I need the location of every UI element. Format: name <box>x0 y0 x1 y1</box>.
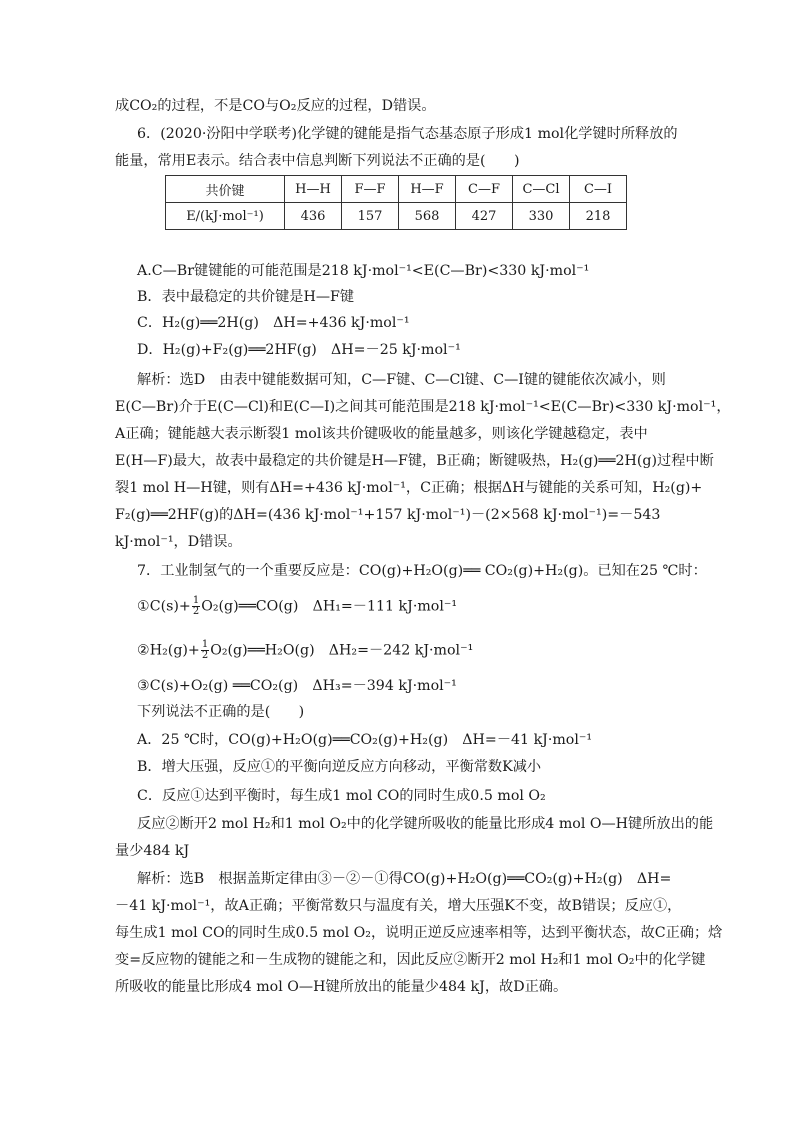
answer-6-line: 解析：选D 由表中键能数据可知，C—F键、C—Cl键、C—I键的键能依次减小，则 <box>137 372 666 388</box>
answer-6-line: kJ·mol⁻¹，D错误。 <box>115 534 242 550</box>
table-cell: 427 <box>456 203 513 230</box>
table-cell: 330 <box>513 203 570 230</box>
fraction-denominator: 2 <box>192 606 200 617</box>
answer-6-line: E(H—F)最大，故表中最稳定的共价键是H—F键，B正确；断键吸热，H₂(g)══2H(g)过程中断 <box>115 453 714 469</box>
table-cell: 436 <box>285 203 342 230</box>
table-cell: 568 <box>399 203 456 230</box>
reaction-2-left: ②H₂(g)+ <box>137 642 200 659</box>
answer-7-line: 变=反应物的键能之和－生成物的键能之和，因此反应②断开2 mol H₂和1 mol O₂中的化学键 <box>115 952 706 968</box>
table-cell: C—F <box>456 176 513 203</box>
reaction-1-left: ①C(s)+ <box>137 598 191 615</box>
answer-7-line: 所吸收的能量比形成4 mol O—H键所放出的能量少484 kJ，故D正确。 <box>115 979 568 995</box>
answer-7-line: －41 kJ·mol⁻¹，故A正确；平衡常数只与温度有关，增大压强K不变，故B错误；反应①， <box>115 898 682 914</box>
question-7-ask: 下列说法不正确的是( ) <box>137 704 305 720</box>
answer-7-line: 解析：选B 根据盖斯定律由③－②－①得CO(g)+H₂O(g)══CO₂(g)+H₂(g) ΔH= <box>137 871 672 887</box>
table-cell: H—F <box>399 176 456 203</box>
table-cell: H—H <box>285 176 342 203</box>
fraction-numerator: 1 <box>201 639 209 650</box>
table-row <box>166 176 627 203</box>
question-7-option-c: C．反应①达到平衡时，每生成1 mol CO的同时生成0.5 mol O₂ <box>137 788 546 804</box>
reaction-1 <box>137 596 457 617</box>
question-7-option-d: 反应②断开2 mol H₂和1 mol O₂中的化学键所吸收的能量比形成4 mol O—H键所放出的能 <box>137 816 714 832</box>
question-6-option-a: A.C—Br键键能的可能范围是218 kJ·mol⁻¹<E(C—Br)<330 kJ·mol⁻¹ <box>137 263 590 279</box>
answer-6-line: A正确；键能越大表示断裂1 mol该共价键吸收的能量越多，则该化学键越稳定，表中 <box>115 426 648 442</box>
table-cell: C—Cl <box>513 176 570 203</box>
reaction-1-right: O₂(g)══CO(g) ΔH₁=－111 kJ·mol⁻¹ <box>201 598 458 615</box>
fraction-numerator: 1 <box>192 595 200 606</box>
reaction-3: ③C(s)+O₂(g) ══CO₂(g) ΔH₃=－394 kJ·mol⁻¹ <box>137 678 457 694</box>
question-7-option-b: B．增大压强，反应①的平衡向逆反应方向移动，平衡常数K减小 <box>137 759 542 775</box>
table-cell: C—I <box>570 176 627 203</box>
question-6-stem-cont: 能量，常用E表示。结合表中信息判断下列说法不正确的是( ) <box>115 153 520 169</box>
table-row-label: E/(kJ·mol⁻¹) <box>166 203 285 230</box>
fraction-half <box>201 640 209 661</box>
answer-6-line: E(C—Br)介于E(C—Cl)和E(C—I)之间其可能范围是218 kJ·mol⁻¹<E(C—Br)<330 kJ·mol⁻¹， <box>115 399 731 415</box>
table-cell: 218 <box>570 203 627 230</box>
question-6-option-c: C．H₂(g)══2H(g) ΔH=+436 kJ·mol⁻¹ <box>137 315 410 331</box>
question-7-option-a: A．25 ℃时，CO(g)+H₂O(g)══CO₂(g)+H₂(g) ΔH=－41 kJ·mol⁻¹ <box>137 732 593 748</box>
reaction-2 <box>137 640 473 661</box>
question-7-option-d-cont: 量少484 kJ <box>115 843 190 859</box>
reaction-2-right: O₂(g)══H₂O(g) ΔH₂=－242 kJ·mol⁻¹ <box>210 642 474 659</box>
answer-6-line: 裂1 mol H—H键，则有ΔH=+436 kJ·mol⁻¹，C正确；根据ΔH与键能的关系可知，H₂(g)+ <box>115 480 703 496</box>
answer-7-line: 每生成1 mol CO的同时生成0.5 mol O₂，说明正逆反应速率相等，达到平衡状态，故C正确；焓 <box>115 925 723 941</box>
question-6-option-b: B．表中最稳定的共价键是H—F键 <box>137 289 355 305</box>
question-7-stem: 7．工业制氢气的一个重要反应是：CO(g)+H₂O(g)══ CO₂(g)+H₂(g)。已知在25 ℃时： <box>137 563 707 579</box>
fraction-half <box>192 596 200 617</box>
table-row <box>166 203 627 230</box>
fraction-denominator: 2 <box>201 650 209 661</box>
table-cell: F—F <box>342 176 399 203</box>
answer-6-line: F₂(g)══2HF(g)的ΔH=(436 kJ·mol⁻¹+157 kJ·mol⁻¹)－(2×568 kJ·mol⁻¹)=－543 <box>115 507 661 523</box>
bond-energy-table <box>165 175 627 230</box>
question-6-stem: 6．(2020·汾阳中学联考)化学键的键能是指气态基态原子形成1 mol化学键时所释放的 <box>137 126 678 142</box>
table-cell: 157 <box>342 203 399 230</box>
question-6-option-d: D．H₂(g)+F₂(g)══2HF(g) ΔH=－25 kJ·mol⁻¹ <box>137 342 461 358</box>
text-line: 成CO₂的过程，不是CO与O₂反应的过程，D错误。 <box>115 98 436 114</box>
table-header-label: 共价键 <box>166 176 285 203</box>
